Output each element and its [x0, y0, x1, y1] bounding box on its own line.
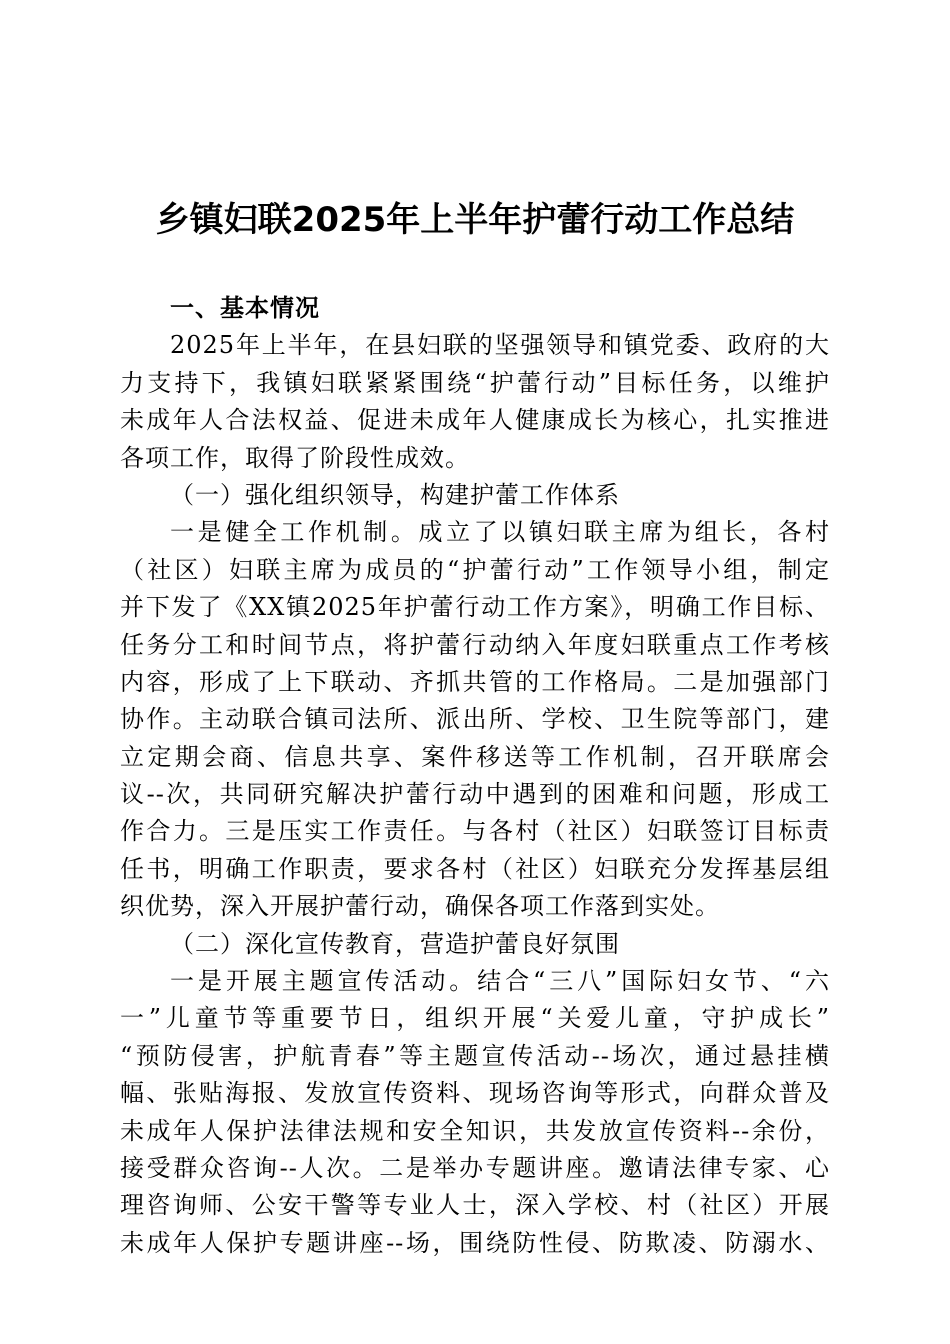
paragraph-line: 一是开展主题宣传活动。结合“三八”国际妇女节、“六	[170, 967, 830, 996]
paragraph-line: 力支持下，我镇妇联紧紧围绕“护蕾行动”目标任务，以维护	[120, 368, 830, 397]
paragraph-line: 作合力。三是压实工作责任。与各村（社区）妇联签订目标责	[120, 817, 830, 846]
paragraph-line: 任务分工和时间节点，将护蕾行动纳入年度妇联重点工作考核	[120, 630, 830, 659]
paragraph-line: 一是健全工作机制。成立了以镇妇联主席为组长，各村	[170, 518, 830, 547]
paragraph-line: 未成年人保护法律法规和安全知识，共发放宣传资料--余份，	[120, 1116, 830, 1145]
paragraph-line: 织优势，深入开展护蕾行动，确保各项工作落到实处。	[120, 892, 720, 921]
paragraph-line: 接受群众咨询--人次。二是举办专题讲座。邀请法律专家、心	[120, 1153, 830, 1182]
paragraph-line: 并下发了《XX镇2025年护蕾行动工作方案》，明确工作目标、	[120, 593, 830, 622]
paragraph-line: 任书，明确工作职责，要求各村（社区）妇联充分发挥基层组	[120, 854, 830, 883]
paragraph-line: “预防侵害，护航青春”等主题宣传活动--场次，通过悬挂横	[120, 1041, 830, 1070]
paragraph-line: 立定期会商、信息共享、案件移送等工作机制，召开联席会	[120, 742, 830, 771]
paragraph-line: 议--次，共同研究解决护蕾行动中遇到的困难和问题，形成工	[120, 780, 830, 809]
paragraph-line: 各项工作，取得了阶段性成效。	[120, 443, 470, 472]
paragraph-line: 未成年人合法权益、促进未成年人健康成长为核心，扎实推进	[120, 406, 830, 435]
section-heading-basic-situation: 一、基本情况	[170, 294, 320, 322]
document-title: 乡镇妇联2025年上半年护蕾行动工作总结	[155, 200, 795, 240]
paragraph-line: 未成年人保护专题讲座--场，围绕防性侵、防欺凌、防溺水、	[120, 1228, 830, 1257]
paragraph-line: 内容，形成了上下联动、齐抓共管的工作格局。二是加强部门	[120, 667, 830, 696]
subsection-heading-publicity: （二）深化宣传教育，营造护蕾良好氛围	[170, 929, 620, 958]
subsection-heading-organization: （一）强化组织领导，构建护蕾工作体系	[170, 480, 620, 509]
paragraph-line: 2025年上半年，在县妇联的坚强领导和镇党委、政府的大	[170, 331, 830, 360]
paragraph-line: 幅、张贴海报、发放宣传资料、现场咨询等形式，向群众普及	[120, 1079, 830, 1108]
document-body	[120, 290, 830, 1262]
paragraph-line: 一”儿童节等重要节日，组织开展“关爱儿童，守护成长”	[120, 1004, 830, 1033]
paragraph-line: （社区）妇联主席为成员的“护蕾行动”工作领导小组，制定	[120, 555, 830, 584]
paragraph-line: 协作。主动联合镇司法所、派出所、学校、卫生院等部门，建	[120, 705, 830, 734]
paragraph-line: 理咨询师、公安干警等专业人士，深入学校、村（社区）开展	[120, 1191, 830, 1220]
